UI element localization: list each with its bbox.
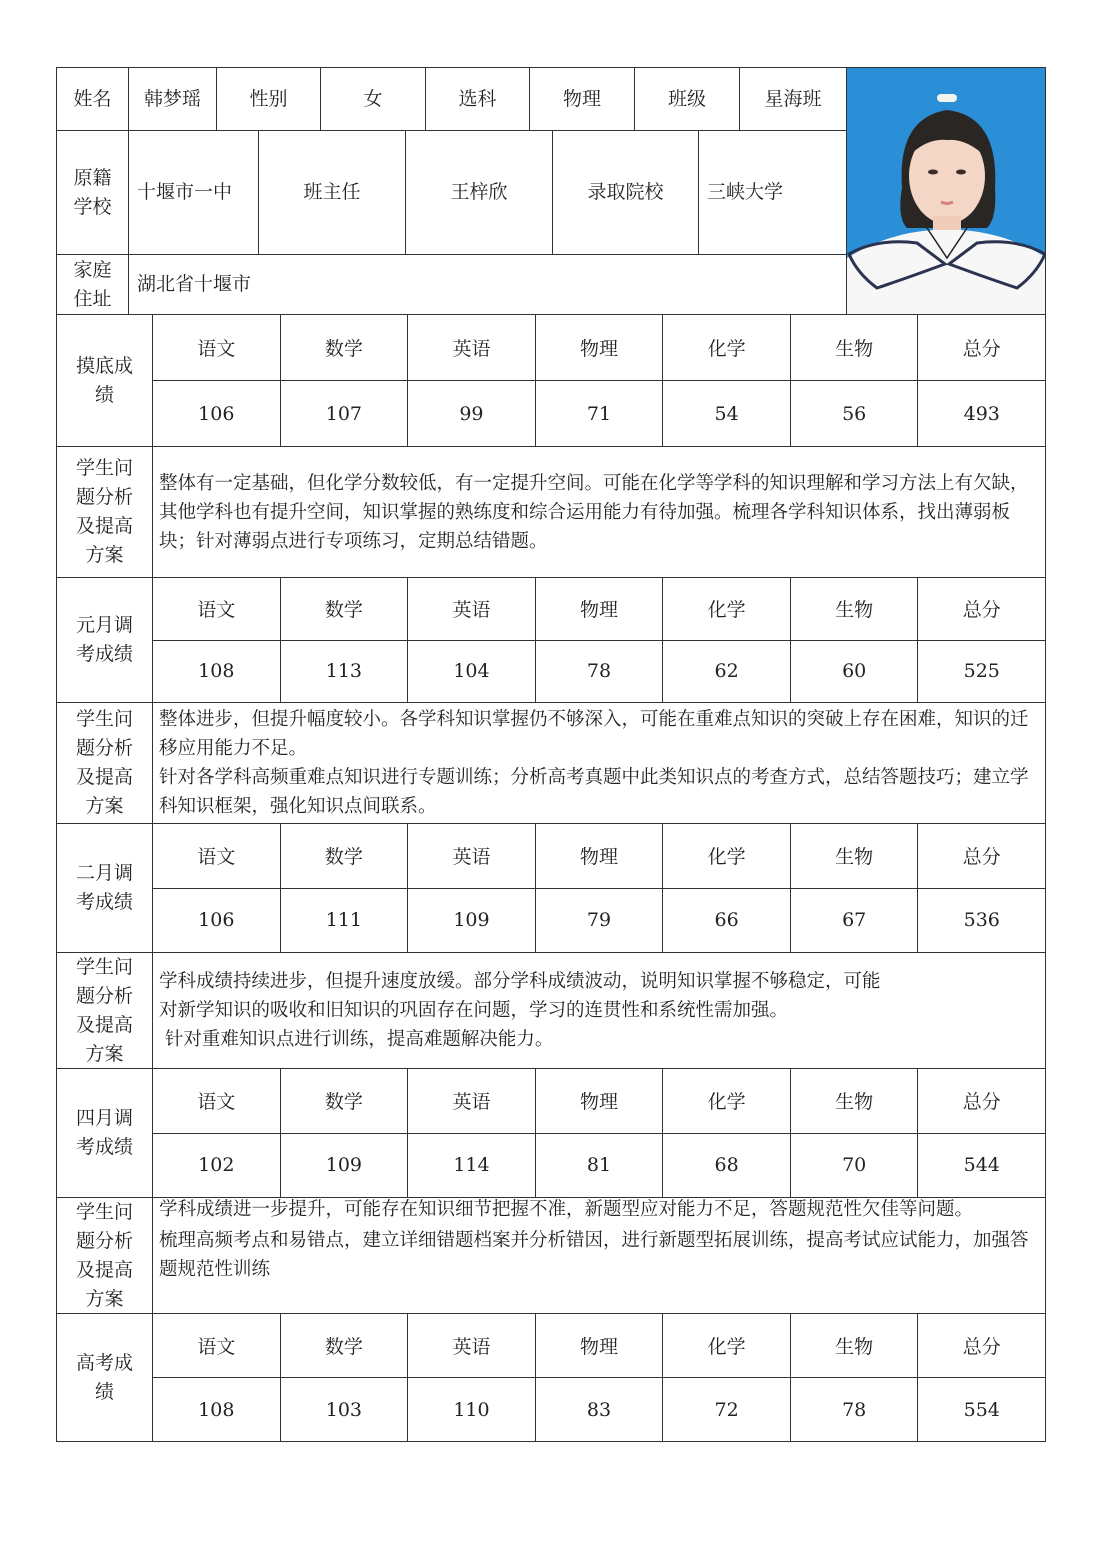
score-cell: 67 [791,889,919,953]
subject-header: 数学 [281,578,409,640]
score-cell: 72 [663,1378,791,1441]
class-value: 星海班 [764,87,822,110]
subject-header: 总分 [962,1336,1001,1358]
exam-scores-baseline [56,315,1046,447]
analysis-text [153,953,1045,1068]
score-row [153,641,1045,703]
analysis-label-line: 及提高 [75,515,133,537]
student-info-block [56,67,1046,315]
subject-header-row [153,578,1045,641]
subject-header: 语文 [153,824,281,888]
subject-header: 语文 [153,578,281,640]
exam-label-line1: 四月调 [75,1107,133,1129]
score-cell: 62 [663,641,791,703]
analysis-label-line: 学生问 [75,955,133,978]
score-row [153,381,1045,446]
name-value: 韩梦瑶 [129,68,217,130]
exam-label-line1: 二月调 [75,862,133,884]
analysis-label [57,953,153,1068]
exam-label [57,578,153,702]
score-cell: 54 [663,381,791,446]
score-cell: 56 [791,381,919,446]
analysis-label [57,447,153,577]
analysis-label-line: 学生问 [75,1200,133,1223]
analysis-paragraph: 梳理高频考点和易错点，建立详细错题档案并分析错因，进行新题型拓展训练，提高考试应试能力，加强答题规范性训练 [159,1230,1029,1280]
exam-scores-april [56,1069,1046,1198]
analysis-label-line: 学生问 [75,708,133,730]
exam-label [57,1314,153,1441]
info-row-2 [56,131,847,255]
analysis-label-line: 及提高 [75,1258,133,1281]
analysis-paragraph: 整体进步，但提升幅度较小。各学科知识掌握仍不够深入，可能在重难点知识的突破上存在困难，知识的迁移应用能力不足。 [159,709,1029,759]
subject-header: 物理 [536,824,664,888]
score-cell: 108 [153,641,281,703]
teacher-value: 王梓欣 [406,131,553,254]
admitted-label: 录取院校 [553,131,699,254]
score-cell: 81 [536,1134,664,1198]
subject-header: 生物 [791,315,919,380]
analysis-paragraph: 对新学知识的吸收和旧知识的巩固存在问题，学习的连贯性和系统性需加强。 [159,1000,789,1021]
subject-value: 物理 [530,68,635,130]
subject-header-row [153,315,1045,381]
analysis-label-line: 及提高 [75,1013,133,1036]
score-cell: 78 [536,641,664,703]
subject-header: 总分 [962,599,1001,622]
analysis-paragraph: 针对重难知识点进行训练，提高难题解决能力。 [159,1029,554,1050]
score-cell: 111 [281,889,409,953]
exam-label-line2: 绩 [94,1380,114,1403]
analysis-label [57,703,153,823]
subject-header: 总分 [962,846,1001,869]
score-cell: 99 [408,381,536,446]
score-cell: 79 [536,889,664,953]
subject-header: 生物 [791,1314,919,1377]
analysis-label [57,1198,153,1313]
analysis-paragraph: 针对各学科高频重难点知识进行专题训练；分析高考真题中此类知识点的考查方式，总结答题技巧；建立学科知识框架，强化知识点间联系。 [159,767,1029,817]
analysis-label-line: 题分析 [75,1229,133,1252]
subject-header: 物理 [536,315,664,380]
score-row [153,1378,1045,1441]
address-label-line1: 家庭 [73,258,112,281]
subject-header: 物理 [536,1314,664,1377]
score-cell: 113 [281,641,409,703]
subject-header: 生物 [791,824,919,888]
analysis-label-line: 学生问 [75,457,133,479]
admitted-value: 三峡大学 [707,181,784,203]
school-label-line1: 原籍 [73,166,112,189]
gender-value: 女 [321,68,426,130]
score-cell: 106 [153,381,281,446]
score-cell: 525 [963,660,1000,683]
analysis-paragraph: 学科成绩持续进步，但提升速度放缓。部分学科成绩波动，说明知识掌握不够稳定，可能 [159,971,881,992]
analysis-april [56,1198,1046,1314]
address-label-line2: 住址 [73,287,112,310]
subject-header: 生物 [791,578,919,640]
score-cell: 78 [791,1378,919,1441]
subject-header: 数学 [281,315,409,380]
address-label [57,255,129,314]
subject-header-row [153,824,1045,889]
subject-header: 英语 [408,1314,536,1377]
exam-label-line2: 绩 [94,383,114,406]
score-row [153,889,1045,953]
score-cell: 60 [791,641,919,703]
subject-header: 数学 [281,824,409,888]
exam-label-line2: 考成绩 [75,1136,133,1158]
exam-scores-january [56,578,1046,703]
analysis-label-line: 题分析 [75,737,133,759]
subject-header: 生物 [791,1069,919,1133]
subject-header: 总分 [962,1091,1001,1114]
analysis-january [56,703,1046,824]
analysis-text [153,447,1045,577]
subject-header: 英语 [408,1069,536,1133]
name-label: 姓名 [57,68,129,130]
score-cell: 102 [153,1134,281,1198]
analysis-label-line: 方案 [85,1287,124,1310]
score-grid [153,824,1045,952]
subject-header-row [153,1314,1045,1378]
subject-header: 物理 [536,1069,664,1133]
subject-header: 化学 [663,578,791,640]
analysis-label-line: 题分析 [75,486,133,508]
subject-header: 语文 [153,1069,281,1133]
exam-label-line1: 高考成 [75,1351,133,1374]
school-label-line2: 学校 [73,195,112,218]
subject-label: 选科 [426,68,530,130]
score-cell: 107 [281,381,409,446]
gender-label: 性别 [217,68,321,130]
analysis-label-line: 及提高 [75,766,133,788]
exam-scores-february [56,824,1046,953]
score-row [153,1134,1045,1198]
score-cell: 544 [963,1154,1000,1177]
portrait-image [847,68,1046,315]
analysis-label-line: 题分析 [75,984,133,1007]
subject-header: 总分 [962,338,1001,360]
exam-scores-gaokao [56,1314,1046,1442]
score-cell: 70 [791,1134,919,1198]
analysis-text [153,703,1045,823]
score-cell: 109 [408,889,536,953]
subject-header: 语文 [153,1314,281,1377]
school-value: 十堰市一中 [129,131,259,254]
subject-header: 数学 [281,1069,409,1133]
exam-label [57,1069,153,1197]
analysis-label-line: 方案 [85,795,124,817]
score-cell: 110 [408,1378,536,1441]
score-cell: 66 [663,889,791,953]
subject-header: 化学 [663,315,791,380]
score-cell: 104 [408,641,536,703]
exam-label [57,824,153,952]
exam-label-line1: 元月调 [75,614,133,636]
analysis-paragraph: 学科成绩进一步提升，可能存在知识细节把握不准，新题型应对能力不足，答题规范性欠佳等问题。 [159,1199,974,1220]
subject-header-row [153,1069,1045,1134]
score-cell: 106 [153,889,281,953]
info-row-1 [56,67,847,131]
analysis-baseline [56,447,1046,578]
subject-header: 化学 [663,1069,791,1133]
info-row-3 [56,255,847,315]
subject-header: 英语 [408,578,536,640]
student-photo [846,67,1046,315]
analysis-february [56,953,1046,1069]
teacher-label: 班主任 [259,131,406,254]
school-label [57,131,129,254]
address-value: 湖北省十堰市 [137,273,252,295]
subject-header: 语文 [153,315,281,380]
analysis-label-line: 方案 [85,1042,124,1065]
score-cell: 114 [408,1134,536,1198]
score-cell: 83 [536,1378,664,1441]
subject-header: 英语 [408,824,536,888]
score-cell: 536 [963,909,1000,932]
analysis-paragraph: 整体有一定基础，但化学分数较低，有一定提升空间。可能在化学等学科的知识理解和学习方法上有欠缺，其他学科也有提升空间，知识掌握的熟练度和综合运用能力有待加强。梳理各学科知识体系，找出薄弱板块；针对薄弱点进行专项练习，定期总结错题。 [159,472,1029,552]
analysis-label-line: 方案 [85,544,124,566]
score-cell: 109 [281,1134,409,1198]
student-record-sheet [56,67,1046,1442]
score-grid [153,578,1045,702]
score-cell: 71 [536,381,664,446]
score-cell: 103 [281,1378,409,1441]
score-grid [153,1314,1045,1441]
class-label: 班级 [635,68,740,130]
subject-header: 英语 [408,315,536,380]
exam-label-line1: 摸底成 [75,354,133,377]
score-cell: 554 [963,1398,1000,1421]
exam-label-line2: 考成绩 [75,891,133,913]
subject-header: 化学 [663,824,791,888]
score-grid [153,1069,1045,1197]
subject-header: 物理 [536,578,664,640]
exam-label-line2: 考成绩 [75,643,133,665]
score-cell: 68 [663,1134,791,1198]
score-grid [153,315,1045,446]
analysis-text [153,1198,1045,1313]
subject-header: 数学 [281,1314,409,1377]
exam-label [57,315,153,446]
subject-header: 化学 [663,1314,791,1377]
score-cell: 493 [963,402,1000,425]
score-cell: 108 [153,1378,281,1441]
